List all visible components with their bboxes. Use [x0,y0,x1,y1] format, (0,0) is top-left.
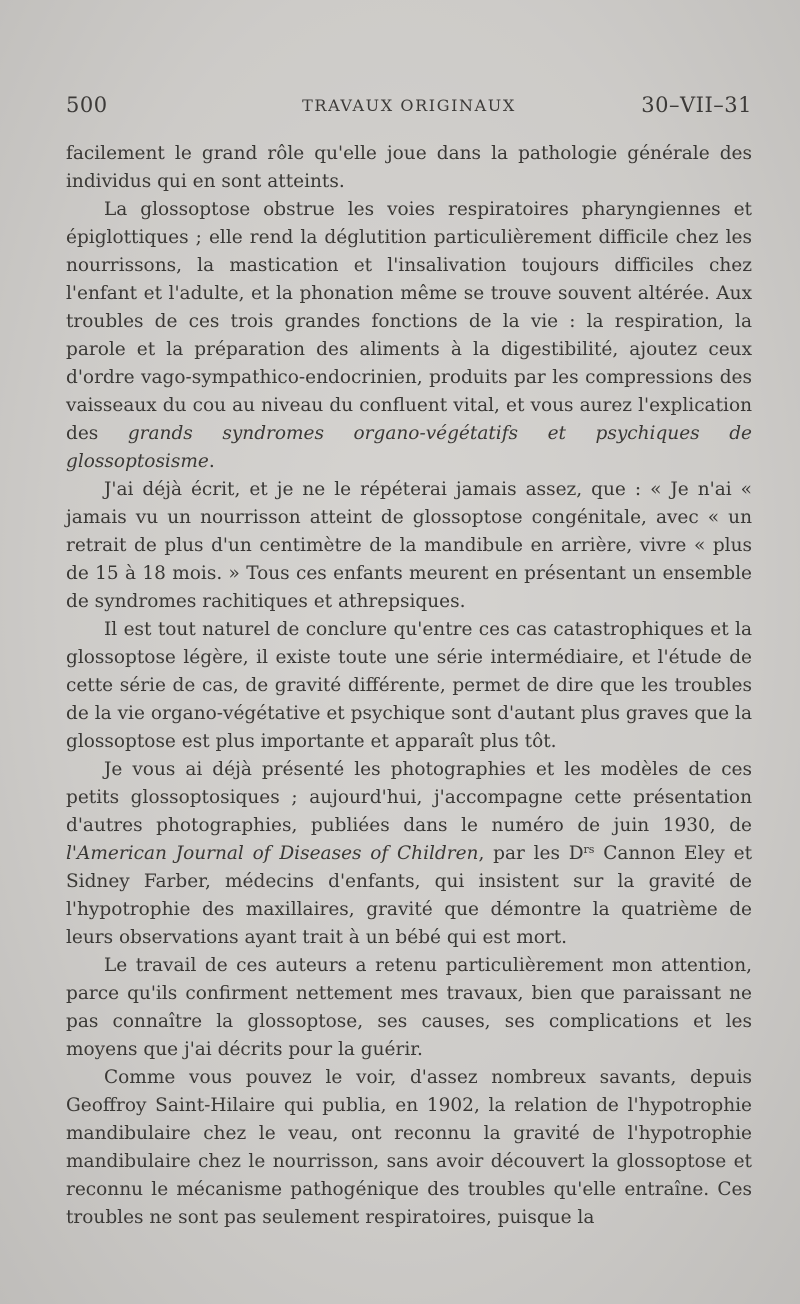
paragraph-5 [66,756,752,952]
running-title: TRAVAUX ORIGINAUX [302,96,516,115]
page-number: 500 [66,93,108,117]
issue-date: 30–VII–31 [641,93,752,117]
paragraph-5-text-b: , par les D [478,843,584,864]
paragraph-5-text-c: Cannon Eley et Sidney Farber, médecins d'enfants, qui insistent sur la gravité de l'hypotrophie des maxillaires, gravité que démontre la quatrième de leurs observations ayant trait à un bébé qui est mort. [66,843,752,948]
paragraph-3: J'ai déjà écrit, et je ne le répéterai jamais assez, que : « Je n'ai « jamais vu un nourrisson atteint de glossoptose congénitale, avec « un retrait de plus d'un centimètre de la mandibule en arrière, vivre « plus de 15 à 18 mois. » Tous ces enfants meurent en présentant un ensemble de syndromes rachitiques et athrepsiques. [66,479,752,612]
body-text [66,140,752,1232]
journal-title: l'American Journal of Diseases of Children [66,843,479,864]
paragraph-2-end: . [208,451,215,472]
paragraph-2-text: La glossoptose obstrue les voies respiratoires pharyngiennes et épiglottiques ; elle rend la déglutition particulièrement difficile chez les nourrissons, la mastication et l'insalivation toujours difficiles chez l'enfant et l'adulte, et la phonation même se trouve souvent altérée. Aux troubles de ces trois grandes fonctions de la vie : la respiration, la parole et la préparation des aliments à la digestibilité, ajoutez ceux d'ordre vago-sympathico-endocrinien, produits par les compressions des vaisseaux du cou au niveau du confluent vital, et vous aurez l'explication des [66,199,752,444]
running-head [66,93,752,123]
paragraph-7: Comme vous pouvez le voir, d'assez nombreux savants, depuis Geoffroy Saint-Hilaire qui publia, en 1902, la relation de l'hypotrophie mandibulaire chez le veau, ont reconnu la gravité de l'hypotrophie mandibulaire chez le nourrisson, sans avoir découvert la glossoptose et reconnu le mécanisme pathogénique des troubles qu'elle entraîne. Ces troubles ne sont pas seulement respiratoires, puisque la [66,1067,752,1228]
paragraph-6: Le travail de ces auteurs a retenu particulièrement mon attention, parce qu'ils confirment nettement mes travaux, bien que paraissant ne pas connaître la glossoptose, ses causes, ses complications et les moyens que j'ai décrits pour la guérir. [66,955,752,1060]
paragraph-2-italic: grands syndromes organo-végétatifs et psychiques de glossoptosisme [66,423,752,472]
paragraph-1: facilement le grand rôle qu'elle joue dans la pathologie générale des individus qui en sont atteints. [66,143,752,192]
paragraph-2 [66,196,752,476]
doctors-superscript: rs [583,843,595,856]
paragraph-4: Il est tout naturel de conclure qu'entre ces cas catastrophiques et la glossoptose légère, il existe toute une série intermédiaire, et l'étude de cette série de cas, de gravité différente, permet de dire que les troubles de la vie organo-végétative et psychique sont d'autant plus graves que la glossoptose est plus importante et apparaît plus tôt. [66,619,752,752]
paragraph-5-text: Je vous ai déjà présenté les photographies et les modèles de ces petits glossoptosiques ; aujourd'hui, j'accompagne cette présentation d'autres photographies, publiées dans le numéro de juin 1930, de [66,759,752,836]
